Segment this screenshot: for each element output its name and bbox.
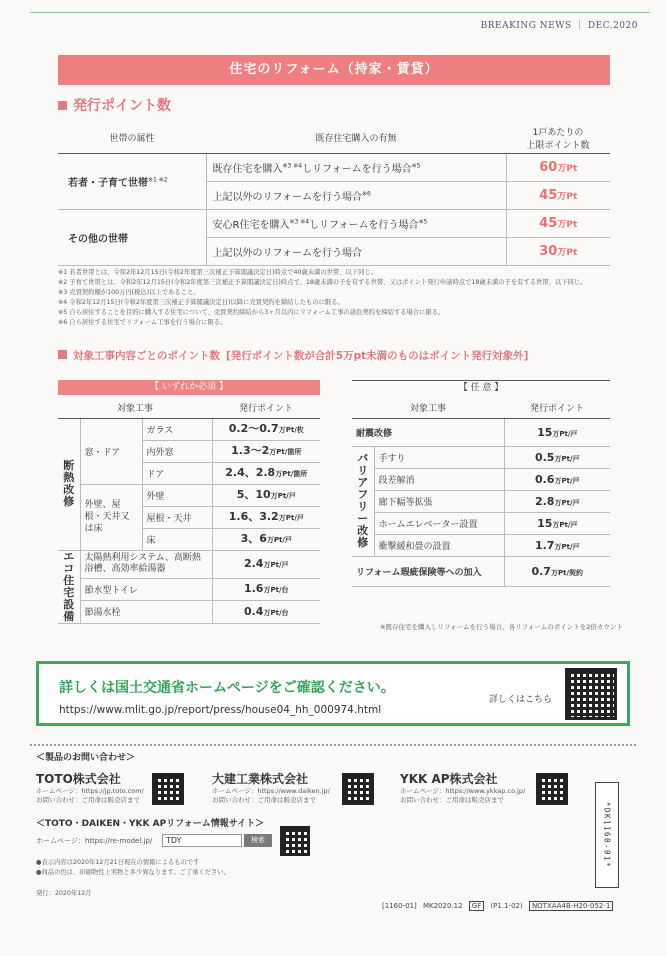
col-work: 対象工事	[58, 398, 212, 418]
cat-eco	[58, 550, 80, 623]
cond-note2: ※5	[418, 218, 428, 226]
qr-code-icon[interactable]	[342, 773, 374, 805]
unit: 万Pt/戸	[552, 520, 578, 529]
cond-text2: しリフォームを行う場合	[302, 163, 412, 175]
item: 衝撃緩和畳の設置	[374, 534, 504, 556]
item: ドア	[142, 462, 212, 484]
value: 2.4、2.8	[225, 465, 276, 479]
value: 15	[537, 425, 553, 439]
company-hp[interactable]: ホームページ：https://www.daiken.jp/	[212, 787, 330, 795]
section1-title	[58, 95, 171, 115]
pt-value	[504, 534, 610, 556]
pt-value	[212, 440, 320, 462]
code: NOTXAA4B-H20-052-1	[529, 901, 613, 911]
value: 3、6	[240, 531, 267, 545]
divider	[30, 744, 636, 746]
header-purchase: 既存住宅購入の有無	[206, 123, 506, 153]
pt-value	[212, 578, 320, 600]
search-input[interactable]: TDY	[162, 834, 242, 847]
cond-text: 安心R住宅を購入	[212, 219, 290, 231]
item-insurance: リフォーム瑕疵保険等への加入	[352, 556, 504, 586]
cond-note: ※6	[362, 190, 371, 198]
code: GF	[469, 901, 484, 911]
section2-title	[58, 348, 528, 363]
item: 廊下幅等拡張	[374, 490, 504, 512]
pt-value	[504, 556, 610, 586]
limit-value	[506, 209, 610, 237]
company-name: TOTO株式会社	[36, 772, 121, 786]
cond-note: ※3 ※4	[282, 162, 303, 170]
unit: 万Pt/契約	[550, 568, 584, 577]
limit-value	[506, 237, 610, 265]
required-label: 【 いずれか必須 】	[58, 380, 320, 395]
pt-value	[212, 601, 320, 623]
cond-row: 上記以外のリフォームを行う場合	[206, 237, 506, 265]
unit: 万Pt/戸	[554, 542, 580, 551]
qr-code-icon[interactable]	[152, 773, 184, 805]
cat-barrier-free	[352, 446, 374, 556]
unit: 万Pt/台	[263, 608, 289, 617]
value: 60	[539, 159, 558, 175]
value: 1.6、3.2	[228, 509, 279, 523]
item: ガラス	[142, 418, 212, 440]
value: 5、10	[236, 487, 271, 501]
company-sub: お問い合わせ：ご用命は販売店まで	[212, 796, 316, 804]
company-hp[interactable]: ホームページ：https://jp.toto.com/	[36, 787, 144, 795]
inquiry-title: ＜製品のお問い合わせ＞	[36, 753, 136, 763]
cond-note2: ※5	[411, 162, 421, 170]
company-hp[interactable]: ホームページ：https://www.ykkap.co.jp/	[400, 787, 526, 795]
cond-row	[206, 209, 506, 237]
value: 0.4	[243, 604, 264, 618]
company-ykkap	[400, 770, 525, 805]
unit: 万Pt/箇所	[275, 469, 308, 478]
company-sub: お問い合わせ：ご用命は販売店まで	[36, 796, 140, 804]
pt-value	[212, 484, 320, 506]
pt-value	[212, 418, 320, 440]
info-title: 詳しくは国土交通省ホームページをご確認ください。	[59, 680, 395, 696]
table-note: ※既存住宅を購入しリフォームを行う場合、各リフォームのポイントを2倍カウント	[380, 623, 623, 631]
cat-insulation	[58, 418, 80, 550]
cat-insulation-label: 断熱改修	[63, 459, 75, 508]
cat-eco-label: エコ住宅設備	[63, 549, 75, 623]
pt-value	[504, 468, 610, 490]
cond-note: ※3 ※4	[289, 218, 310, 226]
issue-date: 発行：2020年12月	[36, 890, 92, 897]
value: 1.6	[243, 582, 264, 596]
value: 1.7	[534, 538, 555, 552]
item: 手すり	[374, 446, 504, 468]
section1-title-text: 発行ポイント数	[73, 98, 171, 114]
item: ホームエレベーター設置	[374, 512, 504, 534]
unit: 万Pt	[557, 247, 578, 258]
header-household: 世帯の属性	[58, 123, 206, 153]
footnote: ●表示内容は2020年12月21日現在の情報によるものです	[36, 859, 200, 866]
product-codes	[382, 902, 617, 910]
sub-window-door: 窓・ドア	[80, 418, 142, 484]
pt-value	[212, 506, 320, 528]
pt-value	[504, 418, 610, 446]
limit-value	[506, 153, 610, 181]
col-pt: 発行ポイント	[504, 398, 610, 418]
value: 45	[539, 187, 558, 203]
item: 床	[142, 528, 212, 550]
item: 節湯水栓	[80, 601, 212, 623]
pt-value	[504, 512, 610, 534]
limit-value	[506, 181, 610, 209]
qr-code-icon[interactable]	[280, 826, 310, 856]
pt-value	[212, 550, 320, 578]
value: 1.3～2	[231, 443, 270, 457]
item-seismic: 耐震改修	[352, 418, 504, 446]
square-icon	[58, 101, 67, 110]
cond-text: 既存住宅を購入	[212, 163, 283, 175]
value: 15	[537, 516, 553, 530]
square-icon	[58, 350, 67, 359]
code: [1160-01]	[382, 902, 417, 910]
code: (P1.1-02)	[490, 902, 523, 910]
code: MK2020.12	[422, 902, 463, 910]
company-name: 大建工業株式会社	[212, 772, 309, 786]
note: ※4 令和2年12月15日(令和2年度第三次補正予算閣議決定日)以降に売買契約を締結したものに限る。	[58, 299, 344, 306]
top-rule	[30, 12, 650, 13]
header-limit: 1戸あたりの 上限ポイント数	[506, 123, 610, 153]
section2-title-text: 対象工事内容ごとのポイント数	[73, 350, 220, 362]
unit: 万Pt/箇所	[269, 447, 302, 456]
group-other: その他の世帯	[58, 209, 206, 265]
item: 内外窓	[142, 440, 212, 462]
group-young-label: 若者・子育て世帯	[68, 177, 148, 189]
unit: 万Pt	[557, 163, 578, 174]
qr-code-icon[interactable]	[536, 773, 568, 805]
unit: 万Pt/戸	[278, 513, 304, 522]
value: 0.6	[534, 472, 555, 486]
optional-works-table	[352, 398, 610, 587]
unit: 万Pt	[557, 191, 578, 202]
info-box	[36, 661, 630, 726]
site-hp[interactable]: ホームページ：https://re-model.jp/	[36, 837, 153, 845]
cat-barrier-free-label: バリアフリー改修	[357, 452, 369, 549]
company-toto	[36, 770, 144, 805]
cond-row	[206, 153, 506, 181]
value: 0.5	[534, 450, 555, 464]
vertical-code	[595, 782, 619, 888]
unit: 万Pt/戸	[263, 561, 289, 570]
required-works-table	[58, 398, 320, 624]
note: ※1 若者世帯とは、令和2年12月15日(令和2年度第三次補正予算閣議決定日)時点で40歳未満の世帯、以下同じ。	[58, 269, 378, 276]
col-work: 対象工事	[352, 398, 504, 418]
value: 0.2～0.7	[228, 421, 279, 435]
group-young	[58, 153, 206, 209]
cond-text2: しリフォームを行う場合	[309, 219, 419, 231]
search-button[interactable]: 検索	[244, 834, 272, 847]
points-table	[58, 123, 610, 266]
pt-value	[212, 462, 320, 484]
group-young-note: ※1 ※2	[148, 176, 168, 184]
unit: 万Pt/枚	[278, 425, 304, 434]
details-link[interactable]: 詳しくはこちら	[489, 695, 553, 705]
company-daiken	[212, 770, 330, 805]
unit: 万Pt/戸	[554, 476, 580, 485]
note: ※6 自ら居住する住宅でリフォーム工事を行う場合に限る。	[58, 319, 227, 326]
footnotes	[36, 858, 230, 878]
unit: 万Pt/台	[263, 586, 289, 595]
section2-extra: [発行ポイント数が合計5万pt未満のものはポイント発行対象外]	[226, 350, 529, 362]
note: ※2 子育て世帯とは、令和2年12月15日(令和2年度第三次補正予算閣議決定日)時点で、18歳未満の子を有する世帯、又はポイント発行申請時点で18歳未満の子を有する世帯、以下同じ。	[58, 279, 587, 286]
note: ※3 売買契約額が100万円(税込)以上であること。	[58, 289, 200, 296]
vertical-code-text: *DK1160-01*	[602, 801, 612, 869]
pt-value	[504, 490, 610, 512]
note: ※5 自ら居住することを目的に購入する住宅について、売買契約締結から3ヶ月以内にリフォーム工事の請負契約を締結する場合に限る。	[58, 309, 445, 316]
mlit-link[interactable]: https://www.mlit.go.jp/report/press/house04_hh_000974.html	[59, 704, 382, 716]
unit: 万Pt/戸	[552, 429, 578, 438]
company-sub: お問い合わせ：ご用命は販売店まで	[400, 796, 504, 804]
sub-wall-roof-floor: 外壁、屋根・天井又は床	[80, 484, 142, 550]
unit: 万Pt/戸	[270, 491, 296, 500]
value: 2.8	[534, 494, 555, 508]
value: 45	[539, 215, 558, 231]
optional-label: 【 任 意 】	[352, 380, 610, 395]
item: 段差解消	[374, 468, 504, 490]
unit: 万Pt/戸	[554, 498, 580, 507]
item: 節水型トイレ	[80, 578, 212, 600]
value: 30	[539, 243, 558, 259]
item: 外壁	[142, 484, 212, 506]
unit: 万Pt/戸	[266, 535, 292, 544]
company-name: YKK AP株式会社	[400, 772, 498, 786]
item: 太陽熱利用システム、高断熱浴槽、高効率給湯器	[80, 550, 212, 578]
cond-text: 上記以外のリフォームを行う場合	[212, 191, 362, 203]
pt-value	[504, 446, 610, 468]
footnote: ●商品の色は、印刷物性上実物と多少異なります。ご了承ください。	[36, 869, 230, 876]
breaking-news-label: BREAKING NEWS ｜ DEC.2020	[480, 21, 638, 31]
qr-code-icon[interactable]	[565, 668, 617, 720]
unit: 万Pt	[557, 219, 578, 230]
section1-notes	[58, 268, 618, 328]
col-pt: 発行ポイント	[212, 398, 320, 418]
site-title: ＜TOTO・DAIKEN・YKK APリフォーム情報サイト＞	[36, 819, 265, 829]
item: 屋根・天井	[142, 506, 212, 528]
cond-row	[206, 181, 506, 209]
unit: 万Pt/戸	[554, 454, 580, 463]
reform-banner: 住宅のリフォーム（持家・賃貸）	[58, 55, 610, 85]
pt-value	[212, 528, 320, 550]
value: 0.7	[531, 564, 551, 578]
value: 2.4	[243, 557, 264, 571]
